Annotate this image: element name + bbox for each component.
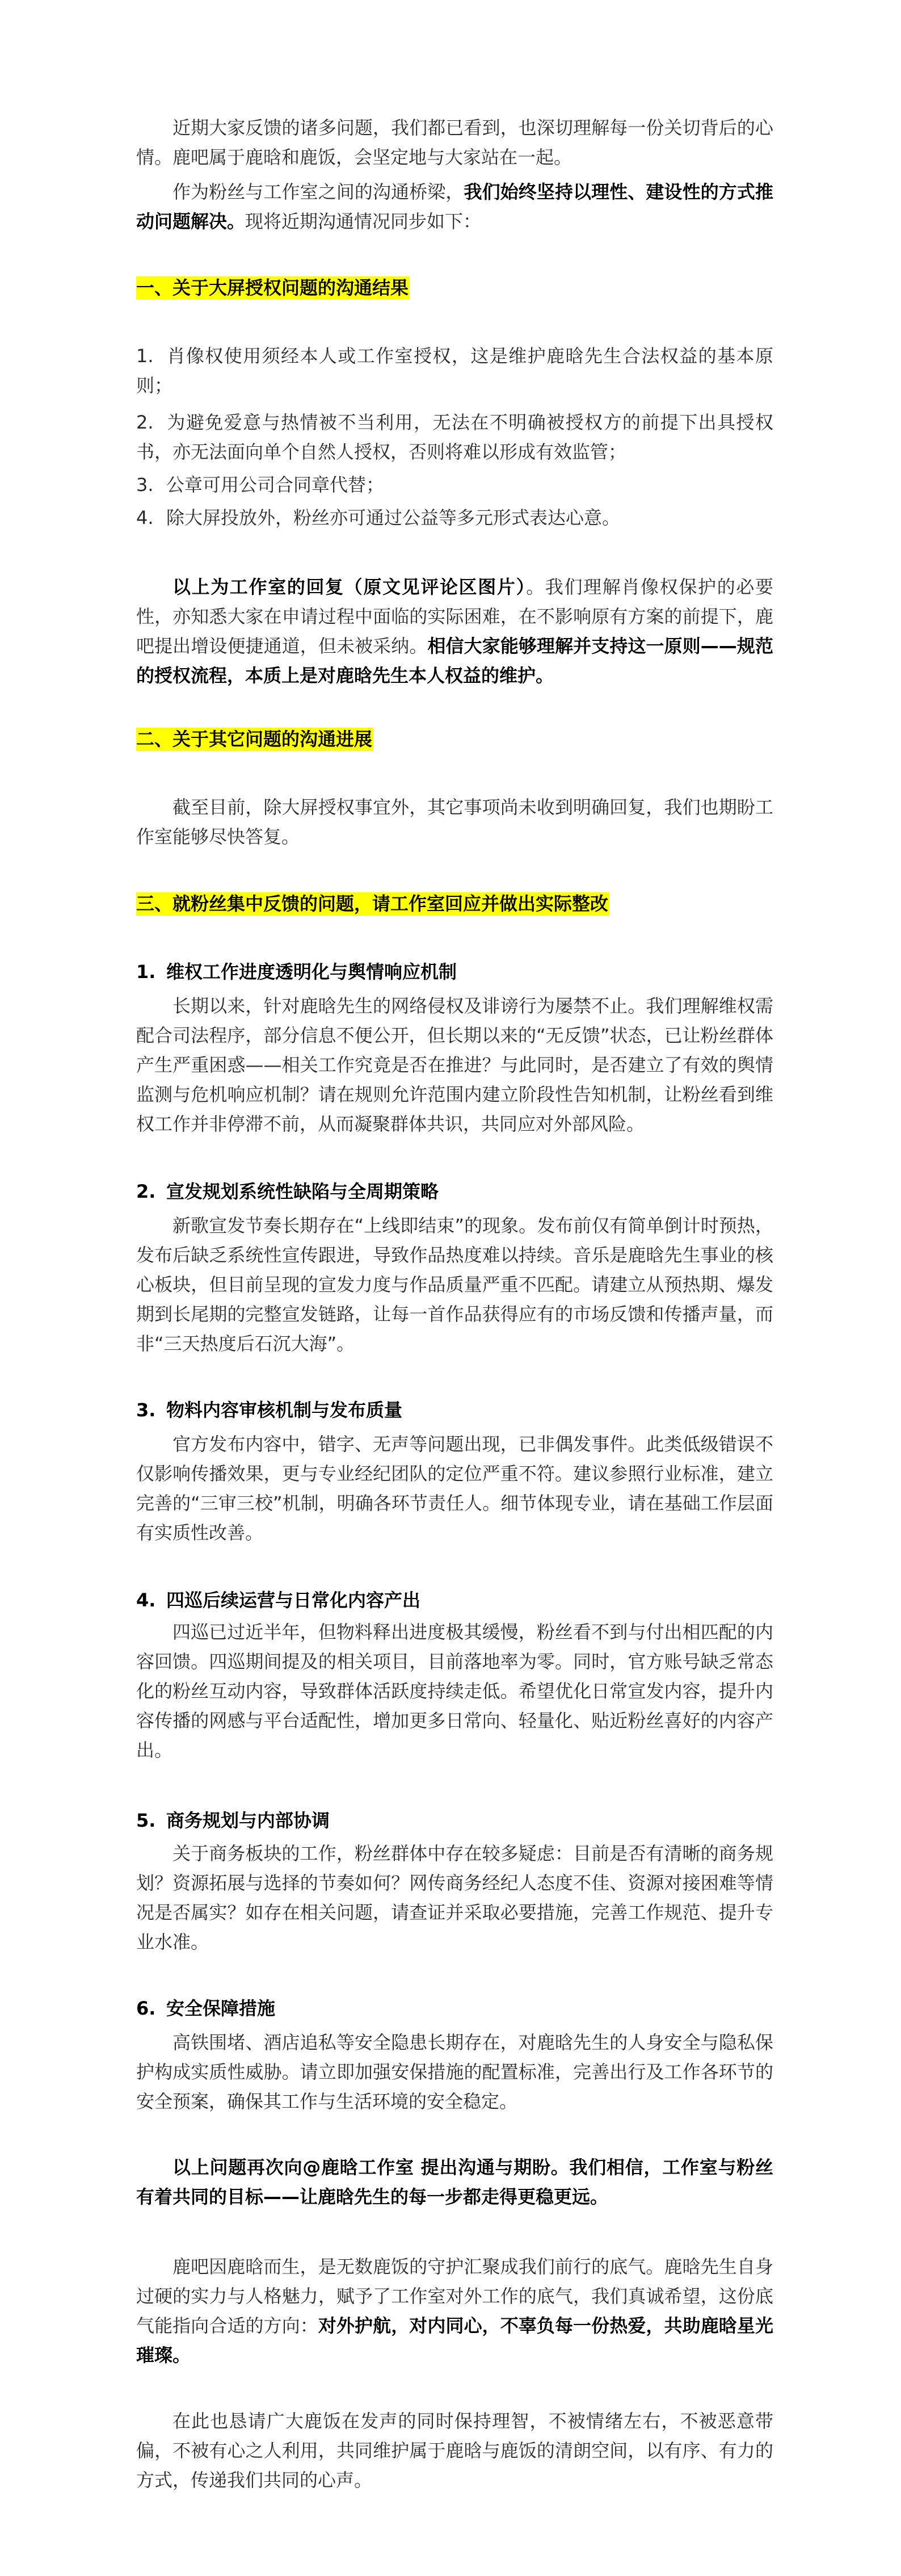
subheading [136, 1585, 773, 1615]
subsection-paragraph: 新歌宣发节奏长期存在“上线即结束”的现象。发布前仅有简单倒计时预热，发布后缺乏系统性宣传跟进，导致作品热度难以持续。音乐是鹿晗先生事业的核心板块，但目前呈现的宣发力度与作品质量严重不匹配。请建立从预热期、爆发期到长尾期的完整宣发链路，让每一首作品获得应有的市场反馈和传播声量，而非“三天热度后石沉大海”。 [136, 1215, 773, 1354]
subheading [136, 1395, 773, 1425]
subheading-number: 2. [136, 1181, 156, 1202]
subheading [136, 1994, 773, 2023]
list-number: 3. [136, 474, 154, 496]
document-body [136, 0, 773, 2552]
list-number: 2. [136, 412, 154, 433]
subheading-number: 5. [136, 1810, 156, 1831]
subheading [136, 1177, 773, 1206]
subsection-paragraph: 四巡已过近半年，但物料释出进度极其缓慢，粉丝看不到与付出相匹配的内容回馈。四巡期间提及的相关项目，目前落地率为零。同时，官方账号缺乏常态化的粉丝互动内容，导致群体活跃度持续走低。希望优化日常宣发内容，提升内容传播的网感与平台适配性，增加更多日常向、轻量化、贴近粉丝喜好的内容产出。 [136, 1621, 773, 1761]
subheading-title: 物料内容审核机制与发布质量 [166, 1399, 403, 1421]
list-item [136, 503, 773, 532]
studio-reply-paragraph [136, 572, 773, 690]
subheading-number: 4. [136, 1589, 156, 1611]
subheading-title: 维权工作进度透明化与舆情响应机制 [166, 961, 457, 983]
bold-segment: 我们始终坚持以理性、建设性的方式推动问题解决。 [136, 181, 773, 232]
section-heading-1: 一、关于大屏授权问题的沟通结果 [136, 277, 409, 299]
subheading [136, 957, 773, 987]
text-segment: 。我们理解肖像权保护的必要性，亦知悉大家在申请过程中面临的实际困难，在不影响原有方案的前提下，鹿吧提出增设便捷通道，但未被采纳。 [136, 576, 773, 657]
list-number: 4. [136, 507, 154, 528]
list-text: 公章可用公司合同章代替； [166, 474, 385, 496]
text-segment: 作为粉丝与工作室之间的沟通桥梁， [172, 181, 464, 203]
intro-paragraph: 近期大家反馈的诸多问题，我们都已看到，也深切理解每一份关切背后的心情。鹿吧属于鹿晗和鹿饭，会坚定地与大家站在一起。 [136, 117, 773, 168]
bold-segment: 相信大家能够理解并支持这一原则——规范的授权流程，本质上是对鹿晗先生本人权益的维护。 [136, 635, 773, 686]
subheading-number: 3. [136, 1399, 156, 1421]
list-text: 除大屏投放外，粉丝亦可通过公益等多元形式表达心意。 [166, 507, 621, 528]
list-item [136, 341, 773, 400]
subheading-number: 6. [136, 1998, 156, 2019]
list-text: 肖像权使用须经本人或工作室授权，这是维护鹿晗先生合法权益的基本原则； [136, 345, 773, 396]
section2-paragraph: 截至目前，除大屏授权事宜外，其它事项尚未收到明确回复，我们也期盼工作室能够尽快答复。 [136, 796, 773, 848]
list-item [136, 408, 773, 467]
subheading-title: 安全保障措施 [166, 1998, 276, 2019]
subheading-title: 四巡后续运营与日常化内容产出 [166, 1589, 421, 1611]
section-heading-2: 二、关于其它问题的沟通进展 [136, 728, 373, 750]
list-number: 1. [136, 345, 154, 367]
subsection-paragraph: 关于商务板块的工作，粉丝群体中存在较多疑虑：目前是否有清晰的商务规划？资源拓展与选择的节奏如何？网传商务经纪人态度不佳、资源对接困难等情况是否属实？如存在相关问题，请查证并采取必要措施，完善工作规范、提升专业水准。 [136, 1843, 773, 1953]
text-segment: 现将近期沟通情况同步如下： [245, 211, 482, 232]
subsection-paragraph: 官方发布内容中，错字、无声等问题出现，已非偶发事件。此类低级错误不仅影响传播效果，更与专业经纪团队的定位严重不符。建议参照行业标准，建立完善的“三审三校”机制，明确各环节责任人。细节体现专业，请在基础工作层面有实质性改善。 [136, 1433, 773, 1543]
subheading-title: 宣发规划系统性缺陷与全周期策略 [166, 1181, 439, 1202]
closing-paragraph [136, 2252, 773, 2370]
subheading-number: 1. [136, 961, 156, 983]
subsection-paragraph: 长期以来，针对鹿晗先生的网络侵权及诽谤行为屡禁不止。我们理解维权需配合司法程序，部分信息不便公开，但长期以来的“无反馈”状态，已让粉丝群体产生严重困惑——相关工作究竟是否在推进？与此同时，是否建立了有效的舆情监测与危机响应机制？请在规则允许范围内建立阶段性告知机制，让粉丝看到维权工作并非停滞不前，从而凝聚群体共识，共同应对外部风险。 [136, 995, 773, 1135]
section-heading-3: 三、就粉丝集中反馈的问题，请工作室回应并做出实际整改 [136, 893, 609, 914]
text-segment: 鹿吧因鹿晗而生，是无数鹿饭的守护汇聚成我们前行的底气。鹿晗先生自身过硬的实力与人格魅力，赋予了工作室对外工作的底气，我们真诚希望，这份底气能指向合适的方向： [136, 2256, 773, 2336]
list-text: 为避免爱意与热情被不当利用，无法在不明确被授权方的前提下出具授权书，亦无法面向单个自然人授权，否则将难以形成有效监管； [136, 412, 773, 463]
bold-segment: 对外护航，对内同心，不辜负每一份热爱，共助鹿晗星光璀璨。 [136, 2315, 773, 2366]
subheading [136, 1806, 773, 1835]
subheading-title: 商务规划与内部协调 [166, 1810, 330, 1831]
bold-segment: 以上为工作室的回复（原文见评论区图片） [172, 576, 527, 598]
subsection-paragraph: 高铁围堵、酒店追私等安全隐患长期存在，对鹿晗先生的人身安全与隐私保护构成实质性威胁。请立即加强安保措施的配置标准，完善出行及工作各环节的安全预案，确保其工作与生活环境的安全稳定。 [136, 2032, 773, 2112]
intro-bridge-paragraph [136, 177, 773, 236]
appeal-paragraph: 在此也恳请广大鹿饭在发声的同时保持理智，不被情绪左右，不被恶意带偏，不被有心之人利用，共同维护属于鹿晗与鹿饭的清朗空间，以有序、有力的方式，传递我们共同的心声。 [136, 2410, 773, 2491]
closing-bold-paragraph: 以上问题再次向@鹿晗工作室 提出沟通与期盼。我们相信，工作室与粉丝有着共同的目标——让鹿晗先生的每一步都走得更稳更远。 [136, 2157, 773, 2208]
list-item [136, 470, 773, 500]
